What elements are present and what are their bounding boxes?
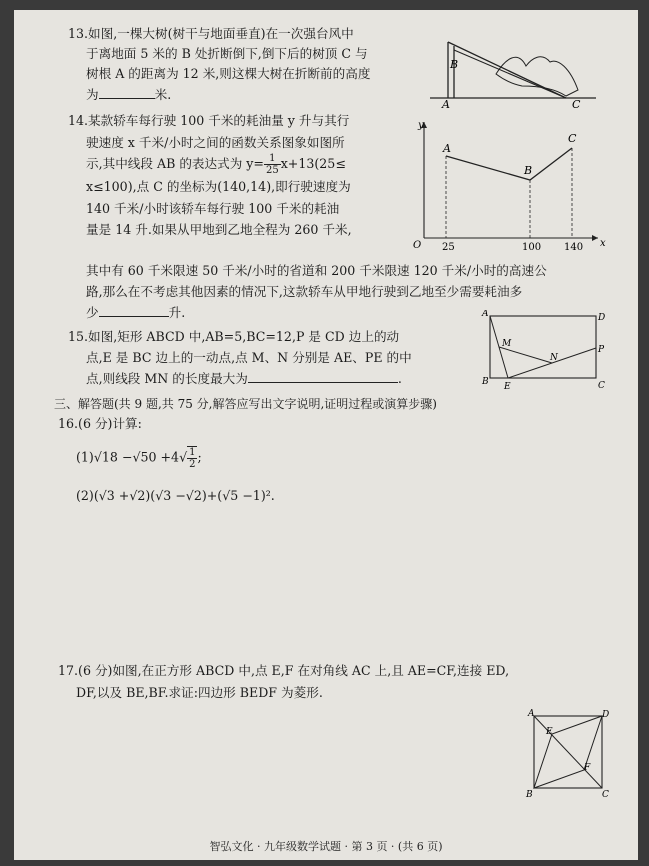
section-3-heading: 三、解答题(共 9 题,共 75 分,解答应写出文字说明,证明过程或演算步骤): [54, 397, 437, 411]
q13-line3: 树根 A 的距离为 12 米,则这棵大树在折断前的高度: [86, 66, 371, 81]
q17-square-figure: [522, 708, 612, 798]
q17-label-b: B: [526, 790, 533, 798]
q17-label-c: C: [602, 790, 609, 798]
q14-line6: 量是 14 升.如果从甲地到乙地全程为 260 千米,: [86, 222, 352, 237]
question-14: [68, 110, 428, 241]
q14-answer-blank[interactable]: [99, 302, 169, 317]
q16-fraction: $\frac{1}{2}$: [189, 447, 196, 470]
question-16: [58, 414, 598, 506]
q15-label-m: M: [502, 339, 512, 349]
q14-line3: 示,其中线段 AB 的表达式为 y= $\frac{1}{25}$ x+13(25≤: [86, 153, 346, 176]
q14-tick-140: 140: [564, 242, 584, 253]
q16-part2: (2)(√3 +√2)(√3 −√2)+(√5 −1)².: [76, 488, 275, 503]
q14-y-axis-label: y: [418, 120, 424, 131]
q14-point-c-label: C: [568, 132, 577, 145]
q13-tree-figure: [426, 28, 602, 108]
q14-line1: 14.某款轿车每行驶 100 千米的耗油量 y 升与其行: [68, 113, 350, 128]
q13-label-a: A: [442, 98, 450, 108]
q15-answer-blank[interactable]: [248, 368, 398, 383]
q17-line2: DF,以及 BE,BF.求证:四边形 BEDF 为菱形.: [76, 685, 323, 700]
q14-tick-25: 25: [442, 242, 455, 253]
q13-line4: 为 米.: [68, 84, 448, 105]
q14-line9: 少 升.: [68, 302, 628, 323]
q15-line2: 点,E 是 BC 边上的一动点,点 M、N 分别是 AE、PE 的中: [86, 350, 412, 365]
q14-function-graph: [410, 114, 610, 254]
q14-fraction: $\frac{1}{25}$: [265, 153, 279, 176]
q13-answer-blank[interactable]: [99, 84, 155, 99]
q17-line1: 17.(6 分)如图,在正方形 ABCD 中,点 E,F 在对角线 AC 上,且 AE=CF,连接 ED,: [58, 663, 510, 678]
q16-part1: (1)√18 −√50 +4√ $\frac{1}{2}$ ;: [76, 447, 202, 470]
q17-label-f: F: [584, 763, 591, 773]
question-13: [68, 24, 448, 105]
q14-origin-label: O: [413, 240, 422, 251]
q14-line2: 驶速度 x 千米/小时之间的函数关系图象如图所: [86, 134, 345, 150]
q14-line8: 路,那么在不考虑其他因素的情况下,这款轿车从甲地行驶到乙地至少需要耗油多: [86, 284, 523, 299]
exam-page: [14, 10, 638, 860]
question-17: [58, 660, 628, 704]
q14-line7: 其中有 60 千米限速 50 千米/小时的省道和 200 千米限速 120 千米/小时的高速公: [86, 263, 547, 278]
page-footer: 智弘文化 · 九年级数学试题 · 第 3 页 · (共 6 页): [209, 840, 443, 853]
q15-rectangle-figure: [480, 310, 610, 390]
q13-label-b: B: [450, 58, 459, 71]
q15-line3: 点,则线段 MN 的长度最大为 .: [68, 368, 488, 389]
q14-point-a-label: A: [443, 142, 451, 155]
question-15: [68, 326, 488, 389]
q15-label-c: C: [598, 381, 605, 390]
q15-label-b: B: [482, 377, 489, 387]
q14-point-b-label: B: [524, 164, 533, 177]
q17-label-d: D: [602, 710, 610, 720]
q15-line1: 15.如图,矩形 ABCD 中,AB=5,BC=12,P 是 CD 边上的动: [68, 329, 400, 344]
q15-label-a: A: [482, 310, 489, 319]
q15-label-p: P: [598, 345, 605, 355]
q17-label-a: A: [528, 709, 535, 719]
q14-x-axis-label: x: [600, 238, 606, 249]
q14-line5: 140 千米/小时该轿车每行驶 100 千米的耗油: [86, 200, 340, 216]
q15-label-e: E: [504, 382, 511, 390]
q13-line1: 13.如图,一棵大树(树干与地面垂直)在一次强台风中: [68, 26, 354, 41]
q13-label-c: C: [572, 98, 581, 108]
q13-line2: 于离地面 5 米的 B 处折断倒下,倒下后的树顶 C 与: [86, 46, 368, 61]
q14-tick-100: 100: [522, 242, 542, 253]
q15-label-d: D: [598, 313, 606, 323]
q16-title: 16.(6 分)计算:: [58, 416, 142, 431]
q14-line4: x≤100),点 C 的坐标为(140,14),即行驶速度为: [86, 179, 351, 194]
q17-label-e: E: [546, 727, 553, 737]
q15-label-n: N: [550, 353, 558, 363]
